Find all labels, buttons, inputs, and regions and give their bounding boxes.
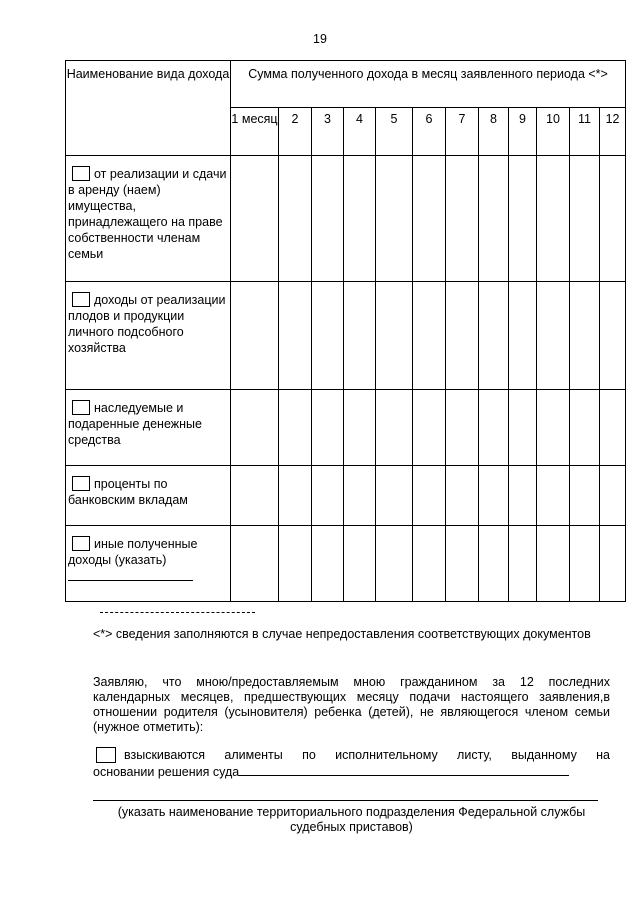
amount-cell[interactable]	[570, 156, 600, 282]
amount-cell[interactable]	[537, 282, 570, 390]
amount-cell[interactable]	[446, 156, 479, 282]
income-type-label: наследуемые и подаренные денежные средства	[68, 401, 202, 447]
page-number: 19	[313, 32, 327, 46]
amount-cell[interactable]	[376, 282, 413, 390]
amount-cell[interactable]	[231, 390, 279, 466]
amount-cell[interactable]	[600, 466, 626, 526]
amount-cell[interactable]	[509, 526, 537, 602]
amount-cell[interactable]	[509, 390, 537, 466]
amount-cell[interactable]	[600, 282, 626, 390]
amount-cell[interactable]	[479, 156, 509, 282]
court-decision-field[interactable]	[239, 763, 569, 776]
header-month-2: 2	[279, 108, 312, 156]
header-month-12: 12	[600, 108, 626, 156]
header-month-4: 4	[344, 108, 376, 156]
amount-cell[interactable]	[537, 526, 570, 602]
income-type-checkbox[interactable]	[72, 292, 90, 307]
amount-cell[interactable]	[600, 390, 626, 466]
amount-cell[interactable]	[279, 282, 312, 390]
header-month-6: 6	[413, 108, 446, 156]
income-type-checkbox[interactable]	[72, 536, 90, 551]
declaration-text: Заявляю, что мною/предоставляемым мною гражданином за 12 последних календарных месяцев, предшествующих месяцу подачи настоящего заявления,в отношении родителя (усыновителя) ребенка (детей), не являющегося членом семьи (нужное отметить):	[93, 675, 610, 734]
table-row	[66, 156, 626, 282]
header-monthly-sum: Сумма полученного дохода в месяц заявленного периода <*>	[231, 61, 626, 108]
amount-cell[interactable]	[376, 526, 413, 602]
income-type-cell	[66, 282, 231, 390]
amount-cell[interactable]	[312, 156, 344, 282]
amount-cell[interactable]	[570, 526, 600, 602]
table-row	[66, 390, 626, 466]
alimony-line-2: основании решения суда	[93, 765, 240, 779]
amount-cell[interactable]	[279, 526, 312, 602]
amount-cell[interactable]	[376, 466, 413, 526]
income-type-cell	[66, 526, 231, 602]
header-month-11: 11	[570, 108, 600, 156]
amount-cell[interactable]	[413, 466, 446, 526]
amount-cell[interactable]	[231, 466, 279, 526]
income-type-label: иные полученные доходы (указать)	[68, 537, 198, 567]
amount-cell[interactable]	[231, 156, 279, 282]
amount-cell[interactable]	[479, 466, 509, 526]
header-income-type: Наименование вида дохода	[66, 61, 231, 156]
amount-cell[interactable]	[509, 282, 537, 390]
amount-cell[interactable]	[279, 390, 312, 466]
income-type-cell	[66, 156, 231, 282]
header-month-5: 5	[376, 108, 413, 156]
amount-cell[interactable]	[312, 390, 344, 466]
header-month-10: 10	[537, 108, 570, 156]
amount-cell[interactable]	[413, 282, 446, 390]
amount-cell[interactable]	[479, 390, 509, 466]
amount-cell[interactable]	[344, 466, 376, 526]
table-row	[66, 526, 626, 602]
amount-cell[interactable]	[509, 156, 537, 282]
amount-cell[interactable]	[344, 156, 376, 282]
footnote-separator	[100, 612, 255, 613]
alimony-line-1: взыскиваются алименты по исполнительному листу, выданному на	[124, 748, 610, 762]
table-row	[66, 282, 626, 390]
amount-cell[interactable]	[537, 390, 570, 466]
amount-cell[interactable]	[344, 282, 376, 390]
amount-cell[interactable]	[231, 282, 279, 390]
amount-cell[interactable]	[231, 526, 279, 602]
amount-cell[interactable]	[376, 156, 413, 282]
amount-cell[interactable]	[479, 526, 509, 602]
amount-cell[interactable]	[537, 466, 570, 526]
amount-cell[interactable]	[376, 390, 413, 466]
income-type-label: проценты по банковским вкладам	[68, 477, 188, 507]
amount-cell[interactable]	[537, 156, 570, 282]
amount-cell[interactable]	[279, 156, 312, 282]
amount-cell[interactable]	[413, 156, 446, 282]
income-type-checkbox[interactable]	[72, 476, 90, 491]
bailiff-division-caption: (указать наименование территориального подразделения Федеральной службы судебных приставов)	[117, 805, 586, 834]
amount-cell[interactable]	[446, 282, 479, 390]
amount-cell[interactable]	[446, 466, 479, 526]
income-type-checkbox[interactable]	[72, 400, 90, 415]
amount-cell[interactable]	[413, 526, 446, 602]
amount-cell[interactable]	[570, 390, 600, 466]
amount-cell[interactable]	[312, 526, 344, 602]
amount-cell[interactable]	[344, 526, 376, 602]
amount-cell[interactable]	[413, 390, 446, 466]
income-type-label: доходы от реализации плодов и продукции личного подсобного хозяйства	[68, 293, 226, 355]
income-type-cell	[66, 390, 231, 466]
amount-cell[interactable]	[279, 466, 312, 526]
footnote: <*> сведения заполняются в случае непредоставления соответствующих документов	[93, 627, 591, 641]
amount-cell[interactable]	[570, 466, 600, 526]
header-month-1: 1 месяц	[231, 108, 279, 156]
income-type-checkbox[interactable]	[72, 166, 90, 181]
header-month-3: 3	[312, 108, 344, 156]
table-row	[66, 466, 626, 526]
amount-cell[interactable]	[344, 390, 376, 466]
income-type-label: от реализации и сдачи в аренду (наем) имущества, принадлежащего на праве собственности членам семьи	[68, 167, 227, 261]
amount-cell[interactable]	[312, 282, 344, 390]
income-table	[65, 60, 626, 602]
bailiff-division-field[interactable]	[93, 800, 598, 801]
amount-cell[interactable]	[600, 156, 626, 282]
other-income-fill-line[interactable]	[68, 568, 193, 581]
amount-cell[interactable]	[479, 282, 509, 390]
amount-cell[interactable]	[600, 526, 626, 602]
alimony-checkbox[interactable]	[96, 747, 116, 763]
amount-cell[interactable]	[570, 282, 600, 390]
header-month-8: 8	[479, 108, 509, 156]
alimony-option	[93, 747, 610, 780]
amount-cell[interactable]	[446, 390, 479, 466]
header-month-9: 9	[509, 108, 537, 156]
amount-cell[interactable]	[446, 526, 479, 602]
income-type-cell	[66, 466, 231, 526]
amount-cell[interactable]	[509, 466, 537, 526]
amount-cell[interactable]	[312, 466, 344, 526]
header-month-7: 7	[446, 108, 479, 156]
